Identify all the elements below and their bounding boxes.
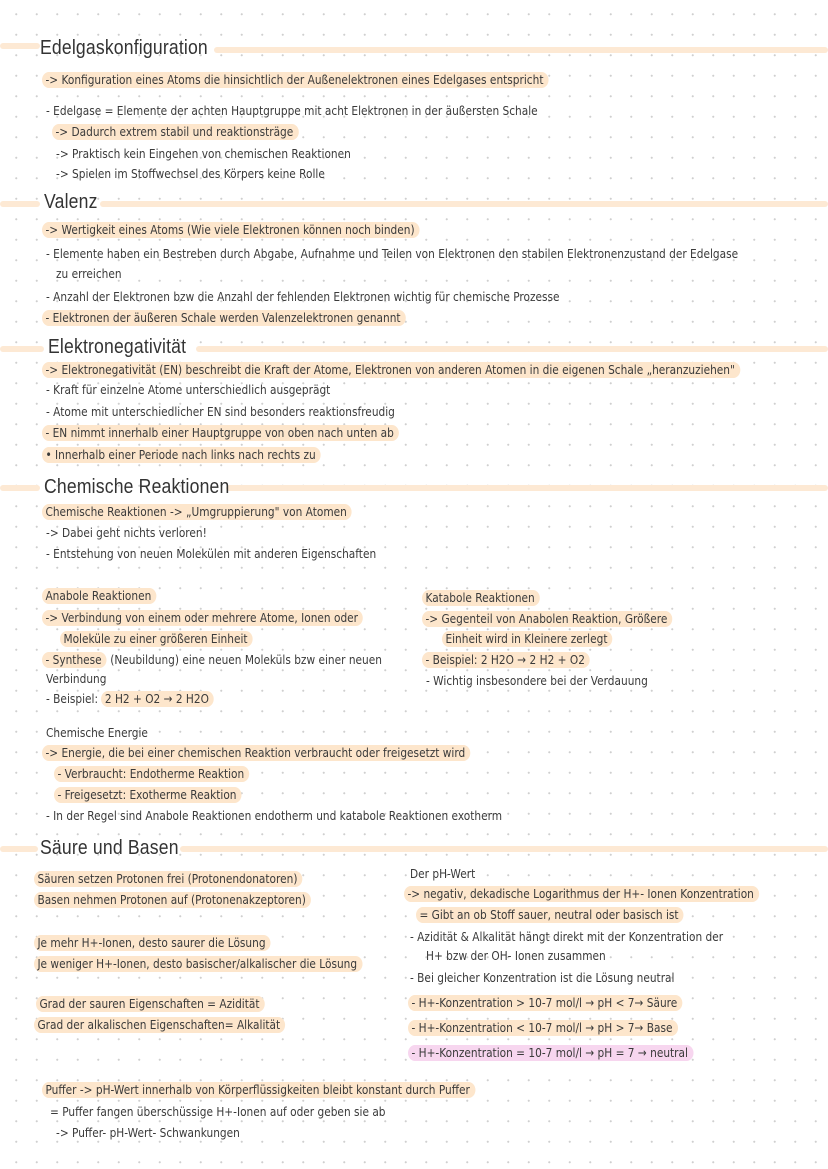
reaktionen-definition: Chemische Reaktionen -> „Umgruppierung" von Atomen [42,504,352,520]
reaktionen-line: -> Dabei geht nichts verloren! [46,526,207,540]
anabol-line: Moleküle zu einer größeren Einheit [60,631,253,647]
valenz-line: - Elemente haben ein Bestreben durch Abgabe, Aufnahme und Teilen von Elektronen den stabilen Elektronenzustand der Edelgase [46,247,739,261]
anabol-line: - Beispiel: 2 H2 + O2 → 2 H2O [46,691,214,707]
edelgas-line: -> Dadurch extrem stabil und reaktionsträge [52,124,298,140]
valenz-line: - Elektronen der äußeren Schale werden Valenzelektronen genannt [42,310,406,326]
heading-underline [0,485,40,491]
ph-line: = Gibt an ob Stoff sauer, neutral oder basisch ist [416,907,684,923]
energie-title: Chemische Energie [46,726,148,740]
heading-underline [214,47,828,53]
ph-line: - Bei gleicher Konzentration ist die Lösung neutral [410,971,675,985]
puffer-line: Puffer -> pH-Wert innerhalb von Körperflüssigkeiten bleibt konstant durch Puffer [42,1082,475,1098]
ph-line: -> negativ, dekadische Logarithmus der H+- Ionen Konzentration [404,886,759,902]
ph-line-base: - H+-Konzentration < 10-7 mol/l → pH > 7→ Base [408,1020,678,1036]
energie-line: -> Energie, die bei einer chemischen Reaktion verbraucht oder freigesetzt wird [42,745,470,761]
heading-valenz: Valenz [44,191,98,213]
anabol-line: Verbindung [46,672,107,686]
ph-line: H+ bzw der OH- Ionen zusammen [426,949,606,963]
katabol-line: -> Gegenteil von Anabolen Reaktion, Größere [422,611,673,627]
puffer-line: -> Puffer- pH-Wert- Schwankungen [56,1126,240,1140]
en-definition: -> Elektronegativität (EN) beschreibt die Kraft der Atome, Elektronen von anderen Atomen in die eigenen Schale „heranzuziehen" [42,362,740,378]
katabol-line: - Beispiel: 2 H2O → 2 H2 + O2 [422,652,590,668]
edelgas-definition: -> Konfiguration eines Atoms die hinsichtlich der Außenelektronen eines Edelgases entspricht [42,72,549,88]
heading-elektronegativitaet: Elektronegativität [48,336,187,358]
katabol-line: - Wichtig insbesondere bei der Verdauung [426,674,648,688]
ph-line: - Azidität & Alkalität hängt direkt mit der Konzentration der [410,930,724,944]
edelgas-line: -> Praktisch kein Eingehen von chemischen Reaktionen [56,147,351,161]
saeure-line: Je weniger H+-Ionen, desto basischer/alkalischer die Lösung [34,956,362,972]
heading-underline [196,346,828,352]
heading-underline [226,485,828,491]
anabol-title: Anabole Reaktionen [42,588,156,604]
saeure-line: Je mehr H+-Ionen, desto saurer die Lösung [34,935,271,951]
anabol-line: -> Verbindung von einem oder mehrere Atome, Ionen oder [42,610,363,626]
reaktionen-line: - Entstehung von neuen Molekülen mit anderen Eigenschaften [46,547,377,561]
heading-edelgaskonfiguration: Edelgaskonfiguration [40,37,208,59]
heading-underline [180,846,828,852]
valenz-definition: -> Wertigkeit eines Atoms (Wie viele Elektronen können noch binden) [42,222,420,238]
en-line: - Atome mit unterschiedlicher EN sind besonders reaktionsfreudig [46,405,395,419]
heading-underline [0,346,44,352]
energie-line: - Freigesetzt: Exotherme Reaktion [54,787,242,803]
ph-line-saeure: - H+-Konzentration > 10-7 mol/l → pH < 7→ Säure [408,995,682,1011]
heading-underline [0,43,40,49]
puffer-line: = Puffer fangen überschüssige H+-Ionen auf oder geben sie ab [50,1105,386,1119]
valenz-line: zu erreichen [56,267,122,281]
edelgas-line: - Edelgase = Elemente der achten Hauptgruppe mit acht Elektronen in der äußersten Schale [46,104,538,118]
heading-underline [100,201,828,207]
anabol-line: - Synthese (Neubildung) eine neuen Moleküls bzw einer neuen [42,652,382,668]
saeure-line: Grad der sauren Eigenschaften = Azidität [36,996,265,1012]
heading-chemische-reaktionen: Chemische Reaktionen [44,476,230,498]
valenz-line: - Anzahl der Elektronen bzw die Anzahl der fehlenden Elektronen wichtig für chemische Prozesse [46,290,560,304]
saeure-line: Basen nehmen Protonen auf (Protonenakzeptoren) [34,892,311,908]
katabol-line: Einheit wird in Kleinere zerlegt [442,631,613,647]
heading-saeure-und-basen: Säure und Basen [40,837,179,859]
katabol-title: Katabole Reaktionen [422,590,540,606]
en-line: - EN nimmt innerhalb einer Hauptgruppe von oben nach unten ab [42,425,399,441]
edelgas-line: -> Spielen im Stoffwechsel des Körpers keine Rolle [56,167,325,181]
heading-underline [0,846,38,852]
ph-title: Der pH-Wert [410,867,476,881]
energie-line: - In der Regel sind Anabole Reaktionen endotherm und katabole Reaktionen exotherm [46,809,503,823]
saeure-line: Säuren setzen Protonen frei (Protonendonatoren) [34,871,303,887]
heading-underline [0,201,40,207]
saeure-line: Grad der alkalischen Eigenschaften= Alkalität [34,1017,285,1033]
en-line: • Innerhalb einer Periode nach links nach rechts zu [42,447,321,463]
en-line: - Kraft für einzelne Atome unterschiedlich ausgeprägt [46,383,331,397]
ph-line-neutral: - H+-Konzentration = 10-7 mol/l → pH = 7 → neutral [408,1045,693,1061]
energie-line: - Verbraucht: Endotherme Reaktion [54,766,249,782]
